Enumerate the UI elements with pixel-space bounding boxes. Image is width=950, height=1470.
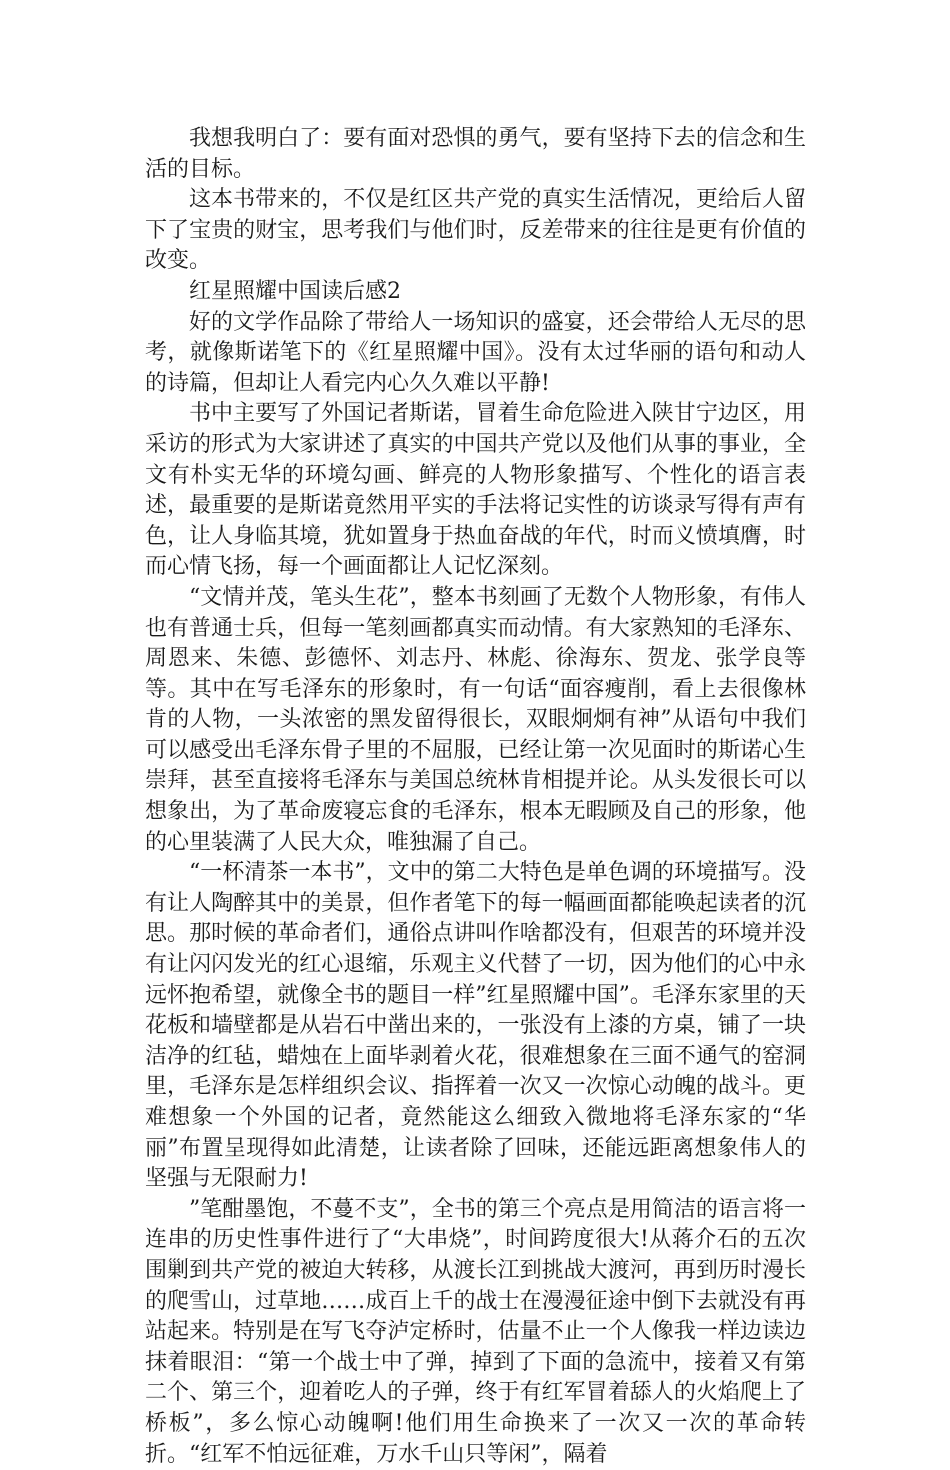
paragraph: 书中主要写了外国记者斯诺，冒着生命危险进入陕甘宁边区，用采访的形式为大家讲述了真实的中国共产党以及他们从事的事业，全文有朴实无华的环境勾画、鲜亮的人物形象描写、个性化的语言表述，最重要的是斯诺竟然用平实的手法将记实性的访谈录写得有声有色，让人身临其境，犹如置身于热血奋战的年代，时而义愤填膺，时而心情飞扬，每一个画面都让人记忆深刻。 — [145, 401, 806, 580]
document-body — [145, 124, 806, 1470]
paragraph: “一杯清茶一本书”，文中的第二大特色是单色调的环境描写。没有让人陶醉其中的美景，但作者笔下的每一幅画面都能唤起读者的沉思。那时候的革命者们，通俗点讲叫作啥都没有，但艰苦的环境并没有让闪闪发光的红心退缩，乐观主义代替了一切，因为他们的心中永远怀抱希望，就像全书的题目一样”红星照耀中国”。毛泽东家里的天花板和墙壁都是从岩石中凿出来的，一张没有上漆的方桌，铺了一块洁净的红毡，蜡烛在上面毕剥着火花，很难想象在三面不通气的窑洞里，毛泽东是怎样组织会议、指挥着一次又一次惊心动魄的战斗。更难想象一个外国的记者，竟然能这么细致入微地将毛泽东家的“华丽”布置呈现得如此清楚，让读者除了回味，还能远距离想象伟人的坚强与无限耐力! — [145, 860, 806, 1192]
paragraph: 好的文学作品除了带给人一场知识的盛宴，还会带给人无尽的思考，就像斯诺笔下的《红星照耀中国》。没有太过华丽的语句和动人的诗篇，但却让人看完内心久久难以平静! — [145, 309, 806, 396]
section-heading: 红星照耀中国读后感2 — [189, 278, 401, 304]
paragraph: “文情并茂，笔头生花”，整本书刻画了无数个人物形象，有伟人也有普通士兵，但每一笔刻画都真实而动情。有大家熟知的毛泽东、周恩来、朱德、彭德怀、刘志丹、林彪、徐海东、贺龙、张学良等等。其中在写毛泽东的形象时，有一句话“面容瘦削，看上去很像林肯的人物，一头浓密的黑发留得很长，双眼炯炯有神”从语句中我们可以感受出毛泽东骨子里的不屈服，已经让第一次见面时的斯诺心生崇拜，甚至直接将毛泽东与美国总统林肯相提并论。从头发很长可以想象出，为了革命废寝忘食的毛泽东，根本无暇顾及自己的形象，他的心里装满了人民大众，唯独漏了自己。 — [145, 584, 806, 855]
paragraph: 这本书带来的，不仅是红区共产党的真实生活情况，更给后人留下了宝贵的财宝，思考我们与他们时，反差带来的往往是更有价值的改变。 — [145, 187, 806, 274]
paragraph: 我想我明白了：要有面对恐惧的勇气，要有坚持下去的信念和生活的目标。 — [145, 126, 806, 182]
paragraph: ”笔酣墨饱，不蔓不支”，全书的第三个亮点是用简洁的语言将一连串的历史性事件进行了“大串烧”，时间跨度很大!从蒋介石的五次围剿到共产党的被迫大转移，从渡长江到挑战大渡河，再到历时漫长的爬雪山，过草地……成百上千的战士在漫漫征途中倒下去就没有再站起来。特别是在写飞夺泸定桥时，估量不止一个人像我一样边读边抹着眼泪：“第一个战士中了弹，掉到了下面的急流中，接着又有第二个、第三个，迎着吃人的子弹，终于有红军冒着舔人的火焰爬上了桥板”，多么惊心动魄啊!他们用生命换来了一次又一次的革命转折。“红军不怕远征难，万水千山只等闲”，隔着 — [145, 1196, 806, 1467]
